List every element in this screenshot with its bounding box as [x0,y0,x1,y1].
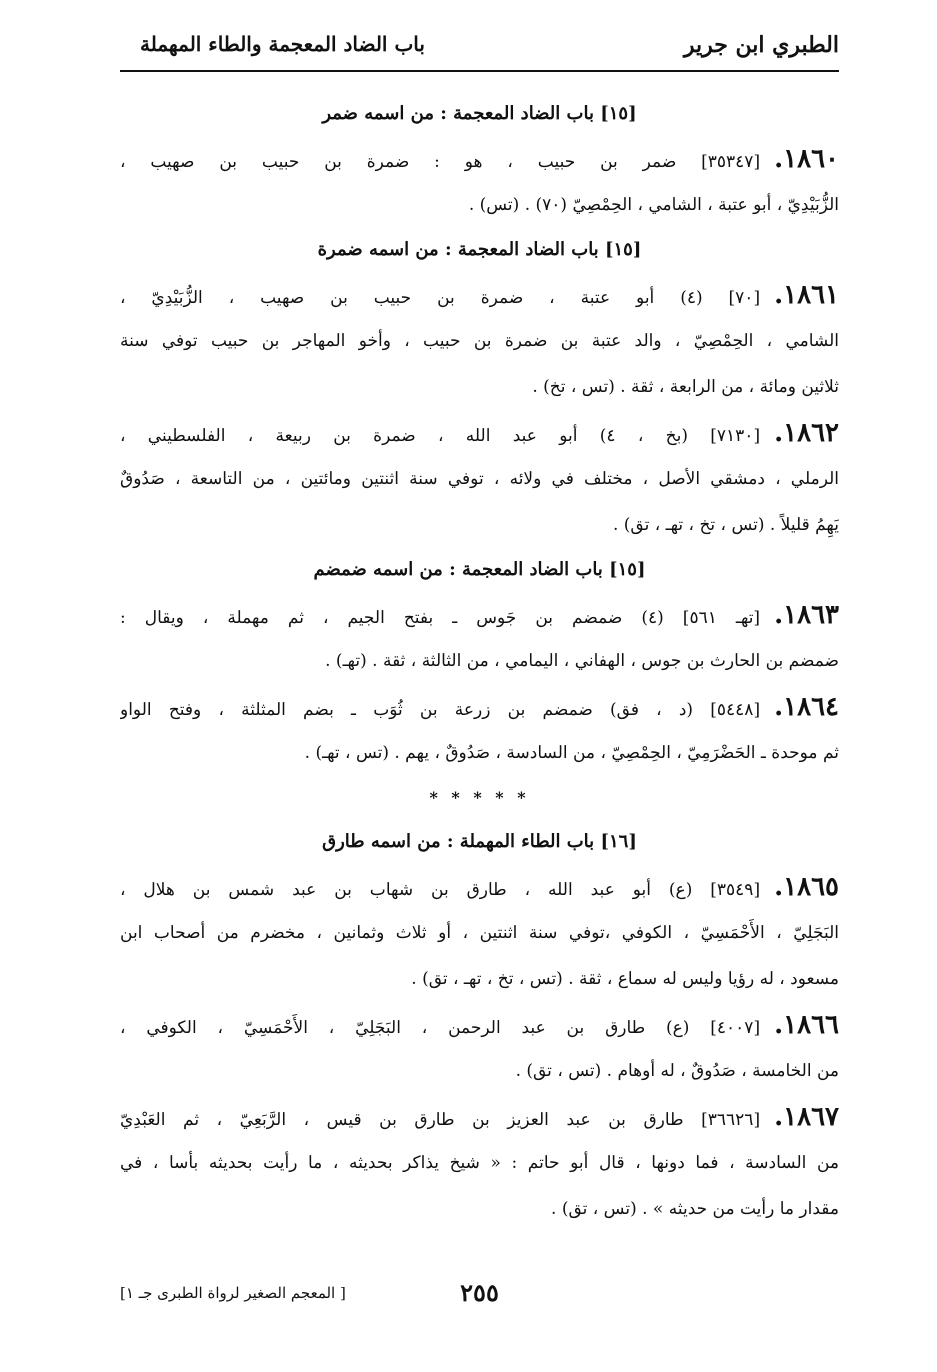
entry-text: البَجَلِيّ ، الأَحْمَسِيّ ، الكوفي ،توفي سنة اثنتين ، أو ثلاث وثمانين ، مخضرم من أصحاب ابن [120,923,839,943]
entry-line [120,1048,839,1094]
narrator-entry [120,1002,839,1094]
entry-text: من السادسة ، فما دونها ، قال أبو حاتم : « شيخ يذاكر بحديثه ، ما رأيت بحديثه بأسا ، في [120,1153,839,1173]
book-title: الطبري ابن جرير [683,32,839,58]
entry-text: [٥٤٤٨] (د ، فق) ضمضم بن زرعة بن ثُوَب ـ بضم المثلثة ، وفتح الواو [120,700,761,720]
entry-text: [٣٦٦٢٦] طارق بن عبد العزيز بن طارق بن قيس ، الرَّبَعِيّ ، ثم العَبْدِيّ [120,1110,761,1130]
entry-text: ثم موحدة ـ الحَضْرَمِيّ ، الحِمْصِيّ ، من السادسة ، صَدُوقٌ ، يهم . (تس ، تهـ) . [304,743,839,763]
narrator-entry [120,864,839,1002]
entry-line [120,502,839,548]
entry-number: ١٨٦٥. [774,872,839,902]
entry-text: [٧٠] (٤) أبو عتبة ، ضمرة بن حبيب بن صهيب ، الزُّبَيْدِيّ ، [120,288,761,308]
entry-line [120,364,839,410]
entry-line [120,956,839,1002]
entry-line [120,1186,839,1232]
entry-text: [٧١٣٠] (بخ ، ٤) أبو عبد الله ، ضمرة بن ربيعة ، الفلسطيني ، [120,426,761,446]
section-heading: [١٦] باب الطاء المهملة : من اسمه طارق [322,831,637,852]
narrator-entry [120,1094,839,1232]
section-heading: [١٥] باب الضاد المعجمة : من اسمه ضمر [322,103,637,124]
entry-text: مسعود ، له رؤيا وليس له سماع ، ثقة . (تس ، تخ ، تهـ ، تق) . [411,969,839,989]
entry-number: ١٨٦٧. [774,1102,839,1132]
page-body [120,92,839,1232]
entry-number: ١٨٦٢. [774,418,839,448]
entry-text: [تهـ ٥٦١] (٤) ضمضم بن جَوس ـ بفتح الجيم ، ثم مهملة ، ويقال : [120,608,761,628]
entry-line [120,136,839,182]
running-header [120,28,839,72]
entry-number: ١٨٦١. [774,280,839,310]
section-heading: [١٥] باب الضاد المعجمة : من اسمه ضمرة [317,239,642,260]
entry-text: من الخامسة ، صَدُوقٌ ، له أوهام . (تس ، تق) . [515,1061,839,1081]
entry-text: [٣٥٤٩] (ع) أبو عبد الله ، طارق بن شهاب بن عبد شمس بن هلال ، [120,880,761,900]
chapter-title: باب الضاد المعجمة والطاء المهملة [140,32,425,56]
entry-number: ١٨٦٣. [774,600,839,630]
entry-line [120,910,839,956]
page-footer [120,1276,839,1316]
entry-text: يَهِمُ قليلاً . (تس ، تخ ، تهـ ، تق) . [612,515,839,535]
entry-text: الزُّبَيْدِيّ ، أبو عتبة ، الشامي ، الحِمْصِيّ (٧٠) . (تس) . [468,195,839,215]
entry-line [120,864,839,910]
entry-line [120,638,839,684]
footer-book-label: [ المعجم الصغير لرواة الطبرى جـ ١] [120,1284,346,1302]
entry-number: ١٨٦٤. [774,692,839,722]
entry-line [120,456,839,502]
entry-line [120,410,839,456]
narrator-entry [120,684,839,776]
entry-line [120,684,839,730]
entry-text: ضمضم بن الحارث بن جوس ، الهفاني ، اليمامي ، من الثالثة ، ثقة . (تهـ) . [325,651,839,671]
entry-line [120,182,839,228]
narrator-entry [120,410,839,548]
section-separator: * * * * * [429,788,530,807]
narrator-entry [120,272,839,410]
narrator-entry [120,592,839,684]
entry-text: [٤٠٠٧] (ع) طارق بن عبد الرحمن ، البَجَلِيّ ، الأَحْمَسِيّ ، الكوفي ، [120,1018,761,1038]
entry-text: الشامي ، الحِمْصِيّ ، والد عتبة بن ضمرة بن حبيب ، وأخو المهاجر بن حبيب توفي سنة [120,331,839,351]
entry-text: [٣٥٣٤٧] ضمر بن حبيب ، هو : ضمرة بن حبيب بن صهيب ، [120,152,761,172]
section-heading: [١٥] باب الضاد المعجمة : من اسمه ضمضم [313,559,646,580]
entry-line [120,1094,839,1140]
entry-text: مقدار ما رأيت من حديثه » . (تس ، تق) . [551,1199,839,1219]
entry-number: ١٨٦٠. [774,144,839,174]
entry-text: ثلاثين ومائة ، من الرابعة ، ثقة . (تس ، تخ) . [532,377,839,397]
entry-number: ١٨٦٦. [774,1010,839,1040]
entry-line [120,1002,839,1048]
page-number: ٢٥٥ [460,1278,499,1307]
entry-line [120,592,839,638]
entry-line [120,1140,839,1186]
entry-line [120,318,839,364]
narrator-entry [120,136,839,228]
entry-line [120,272,839,318]
entry-text: الرملي ، دمشقي الأصل ، مختلف في ولائه ، توفي سنة اثنتين ومائتين ، من التاسعة ، صَدُوقٌ [120,469,839,489]
entry-line [120,730,839,776]
